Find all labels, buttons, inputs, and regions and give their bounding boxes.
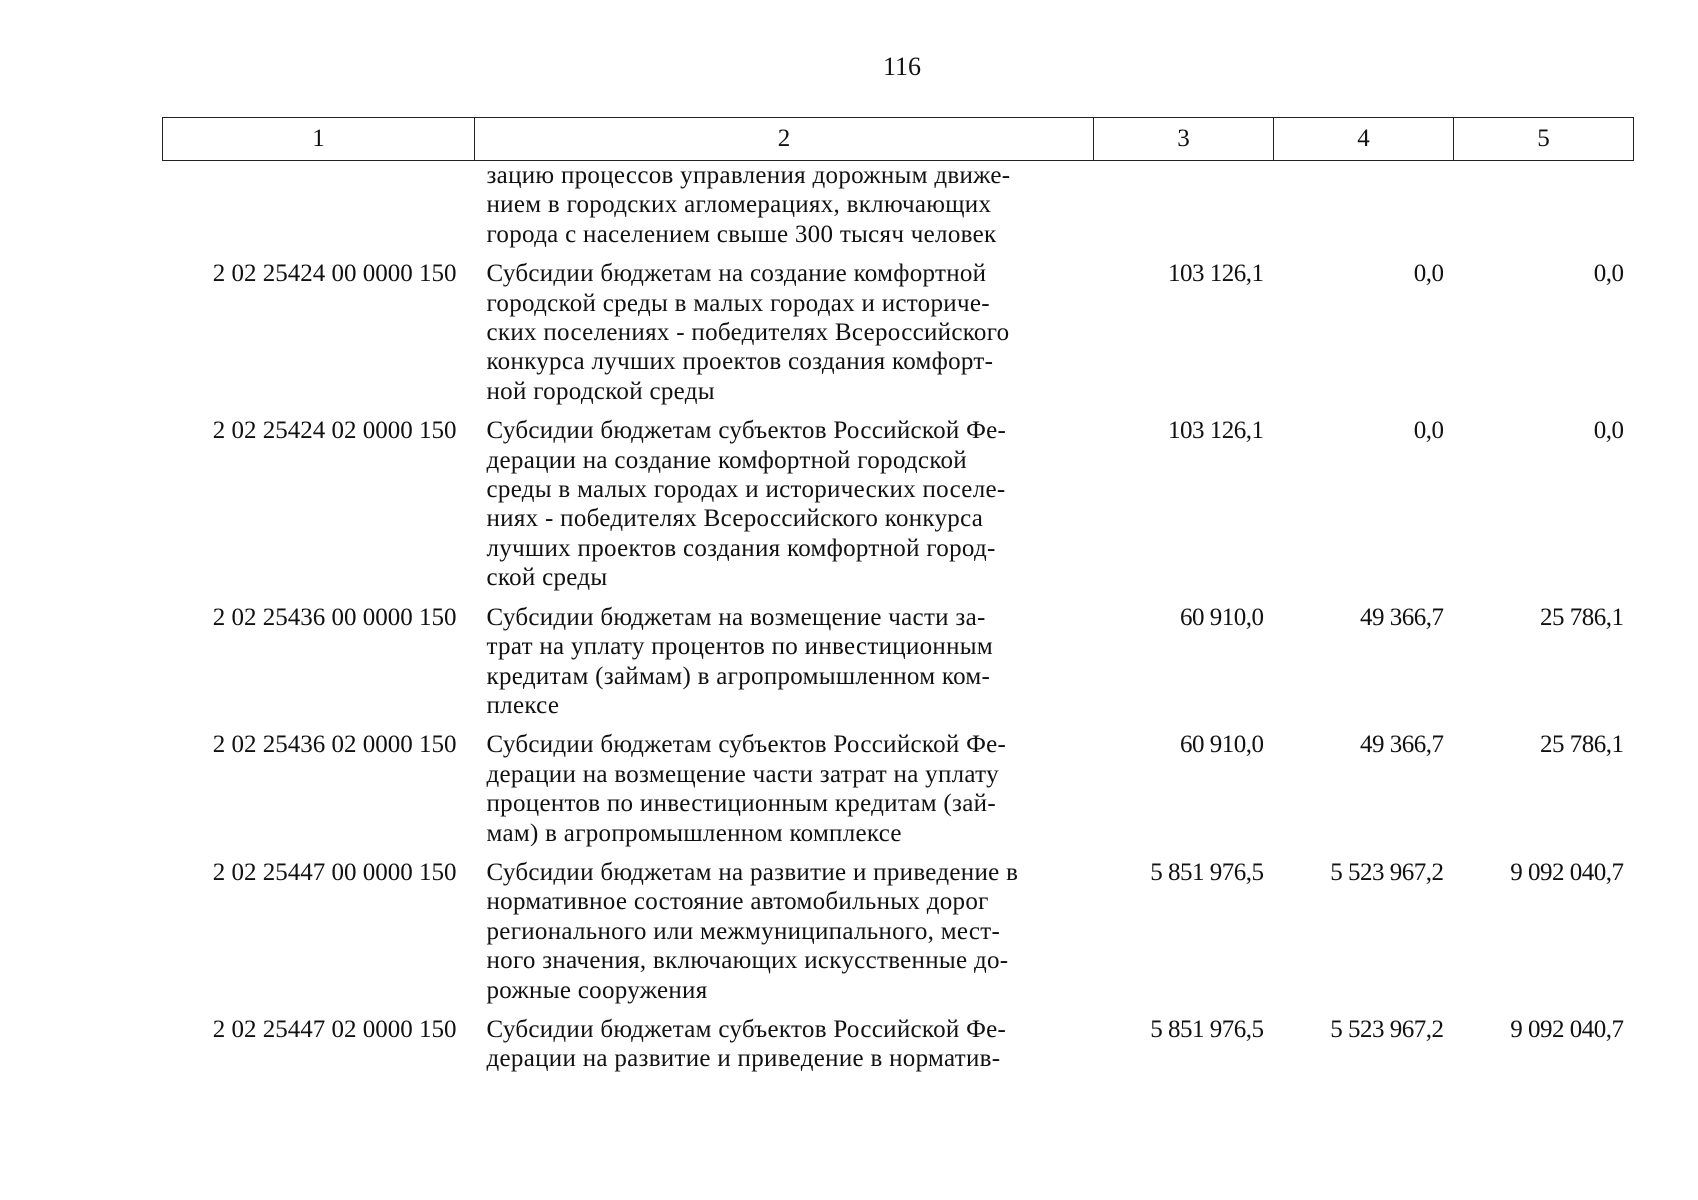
desc-line: Субсидии бюджетам на возмещение части за- (486, 603, 986, 631)
row-code: 2 02 25436 02 0000 150 (212, 731, 457, 759)
desc-line: дерации на создание комфортной городской (486, 446, 967, 474)
desc-line: ской среды (486, 564, 608, 592)
budget-table (162, 117, 1634, 1074)
desc-line: Субсидии бюджетам субъектов Российской Фе- (486, 417, 1007, 445)
header-col-2: 2 (475, 118, 1094, 161)
desc-line: кредитам (займам) в агропромышленном ком- (486, 662, 991, 690)
header-col-5: 5 (1454, 118, 1634, 161)
row-code: 2 02 25447 00 0000 150 (212, 858, 457, 886)
row-value-5: 25 786,1 (1540, 731, 1624, 759)
row-value-4: 0,0 (1413, 417, 1444, 445)
row-code: 2 02 25424 00 0000 150 (212, 260, 457, 288)
row-value-5: 0,0 (1593, 417, 1624, 445)
desc-line: дерации на возмещение части затрат на уплату (486, 760, 999, 788)
row-description (475, 720, 1094, 848)
row-value-5: 9 092 040,7 (1510, 1015, 1624, 1043)
row-value-3: 103 126,1 (1168, 417, 1264, 445)
row-description (475, 848, 1094, 1005)
row-value-3: 60 910,0 (1180, 603, 1264, 631)
row-code: 2 02 25436 00 0000 150 (212, 603, 457, 631)
table-row (163, 1005, 1634, 1074)
desc-line: трат на уплату процентов по инвестиционным (486, 633, 994, 661)
desc-line: Субсидии бюджетам на развитие и приведение в (486, 858, 1019, 886)
header-col-3: 3 (1094, 118, 1274, 161)
desc-line: ниях - победителях Всероссийского конкурса (486, 505, 984, 533)
row-code: 2 02 25424 02 0000 150 (212, 417, 457, 445)
desc-line: городской среды в малых городах и историче- (486, 289, 990, 317)
table-row (163, 848, 1634, 1005)
table-row (163, 406, 1634, 592)
table-header-row (163, 118, 1634, 161)
desc-line: плексе (486, 691, 560, 719)
row-code: 2 02 25447 02 0000 150 (212, 1015, 457, 1043)
header-col-1: 1 (163, 118, 475, 161)
page-number: 116 (882, 52, 922, 81)
row-value-5 (1454, 161, 1634, 250)
desc-line: мам) в агропромышленном комплексе (486, 819, 902, 847)
row-description (475, 593, 1094, 721)
row-value-3: 103 126,1 (1168, 260, 1264, 288)
desc-line: ного значения, включающих искусственные до- (486, 947, 1009, 975)
desc-line: нормативное состояние автомобильных дорог (486, 888, 989, 916)
row-value-3 (1094, 161, 1274, 250)
row-value-5: 25 786,1 (1540, 603, 1624, 631)
row-description (475, 1005, 1094, 1074)
table-row (163, 249, 1634, 406)
header-col-4: 4 (1274, 118, 1454, 161)
table-row (163, 720, 1634, 848)
row-description (475, 406, 1094, 592)
desc-line: дерации на развитие и приведение в норматив- (486, 1045, 1001, 1073)
desc-line: ских поселениях - победителях Всероссийского (486, 319, 1010, 347)
row-value-3: 5 851 976,5 (1150, 1015, 1264, 1043)
row-value-4: 49 366,7 (1360, 603, 1444, 631)
desc-line: Субсидии бюджетам субъектов Российской Фе- (486, 1015, 1007, 1043)
row-description (475, 249, 1094, 406)
row-value-4: 49 366,7 (1360, 731, 1444, 759)
row-value-4 (1274, 161, 1454, 250)
row-value-4: 5 523 967,2 (1330, 1015, 1444, 1043)
desc-line: лучших проектов создания комфортной город- (486, 534, 996, 562)
row-value-3: 5 851 976,5 (1150, 858, 1264, 886)
row-description (475, 161, 1094, 250)
row-value-4: 0,0 (1413, 260, 1444, 288)
desc-line: зацию процессов управления дорожным движе- (486, 162, 1011, 189)
row-value-4: 5 523 967,2 (1330, 858, 1444, 886)
desc-line: процентов по инвестиционным кредитам (зай- (486, 790, 996, 818)
desc-line: города с населением свыше 300 тысяч человек (486, 220, 997, 248)
desc-line: рожные сооружения (486, 976, 708, 1004)
desc-line: Субсидии бюджетам на создание комфортной (486, 260, 987, 288)
desc-line: нием в городских агломерациях, включающих (486, 191, 992, 219)
desc-line: регионального или межмуниципального, мест- (486, 917, 1001, 945)
table-row (163, 593, 1634, 721)
continuation-row (163, 161, 1634, 250)
row-value-5: 9 092 040,7 (1510, 858, 1624, 886)
desc-line: среды в малых городах и исторических поселе- (486, 476, 1006, 504)
desc-line: конкурса лучших проектов создания комфорт- (486, 348, 994, 376)
row-value-3: 60 910,0 (1180, 731, 1264, 759)
row-code (163, 161, 475, 250)
desc-line: Субсидии бюджетам субъектов Российской Фе- (486, 731, 1007, 759)
desc-line: ной городской среды (486, 377, 715, 405)
row-value-5: 0,0 (1593, 260, 1624, 288)
